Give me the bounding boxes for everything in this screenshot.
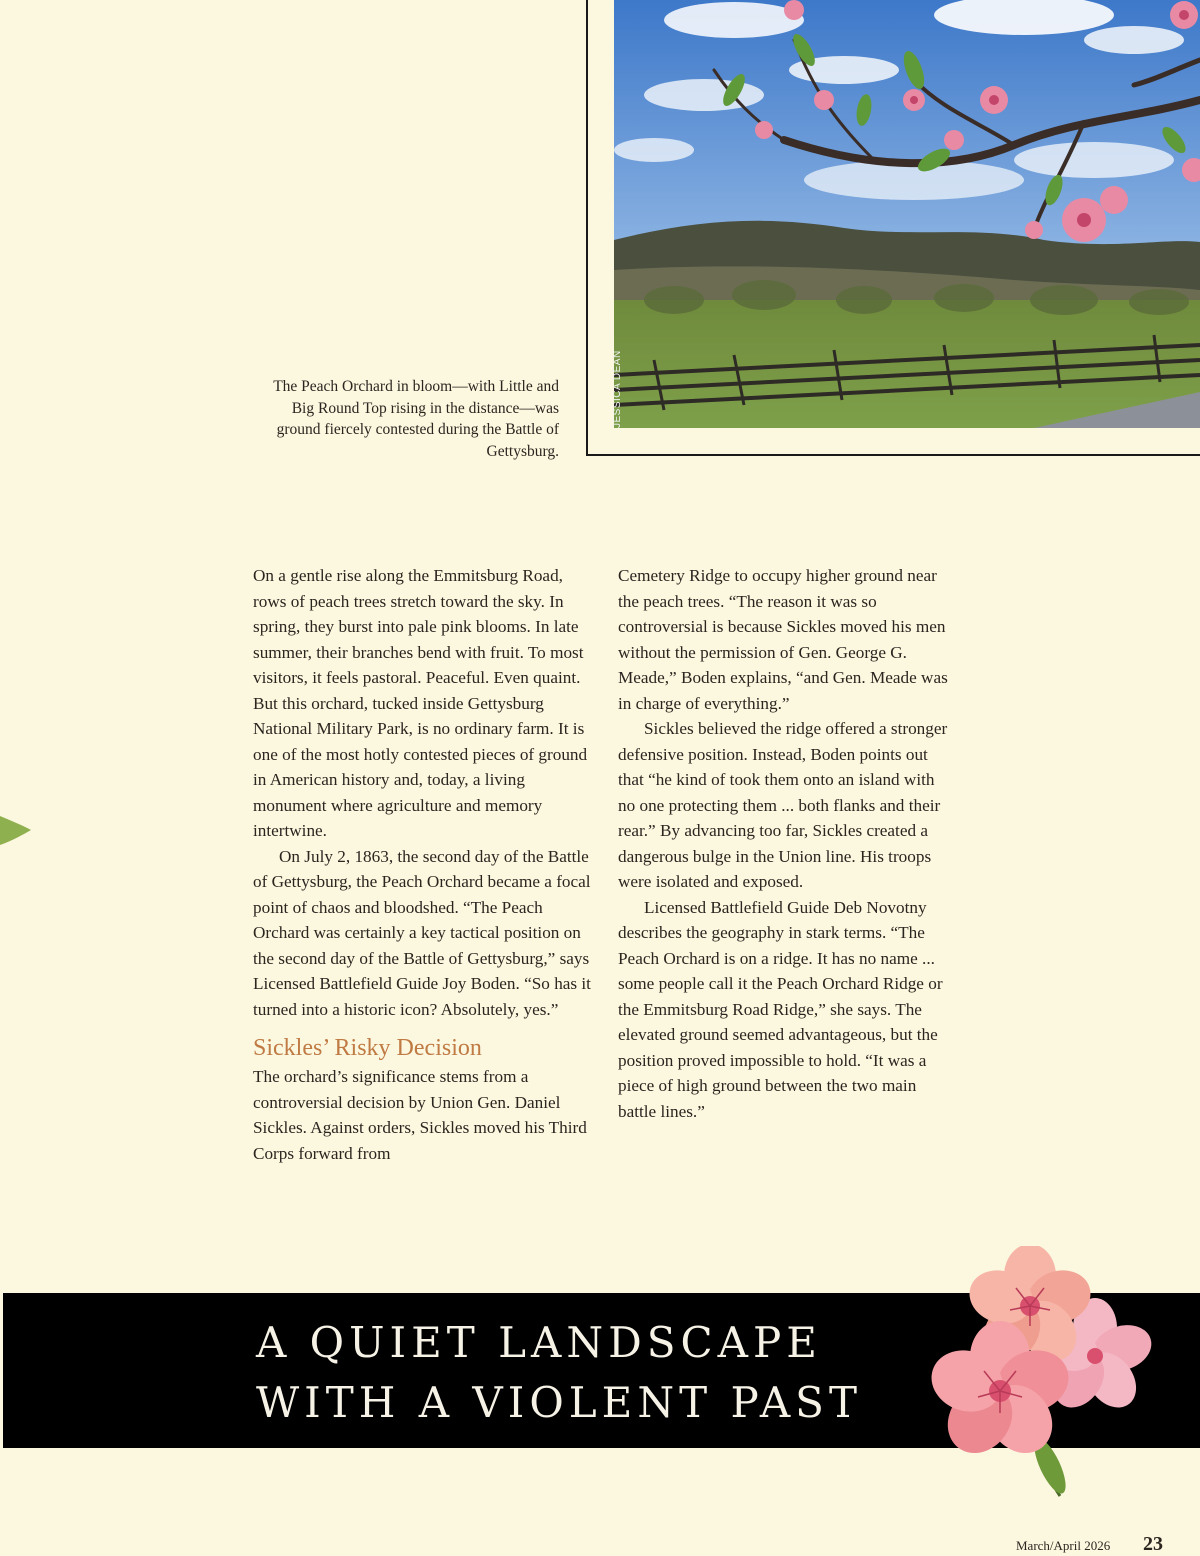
banner-title bbox=[256, 1313, 896, 1433]
article-paragraph: On a gentle rise along the Emmitsburg Road, rows of peach trees stretch toward the sky. In spring, they burst into pale pink blooms. In late summer, their branches bend with fruit. To most visitors, it feels pastoral. Peaceful. Even quaint. But this orchard, tucked inside Gettysburg National Military Park, is no ordinary farm. It is one of the most hotly contested pieces of ground in American history and, today, a living monument where agriculture and memory intertwine. bbox=[253, 566, 588, 840]
photo-caption: The Peach Orchard in bloom—with Little and Big Round Top rising in the distance—was ground fiercely contested during the Battle of Gettysburg. bbox=[273, 378, 559, 460]
peach-blossom-icon bbox=[900, 1246, 1160, 1506]
footer-issue-date: March/April 2026 bbox=[1016, 1538, 1111, 1553]
peach-orchard-photo bbox=[614, 0, 1200, 428]
article-column-1 bbox=[253, 563, 593, 1166]
article-paragraph: On July 2, 1863, the second day of the Battle of Gettysburg, the Peach Orchard became a focal point of chaos and bloodshed. “The Peach Orchard was certainly a key tactical position on the second day of the Battle of Gettysburg,” says Licensed Battlefield Guide Joy Boden. “So has it turned into a historic icon? Absolutely, yes.” bbox=[253, 846, 591, 1019]
article-paragraph: Cemetery Ridge to occupy higher ground near the peach trees. “The reason it was so controversial is because Sickles moved his men without the permission of Gen. George G. Meade,” Boden explains, “and Gen. Meade was in charge of everything.” bbox=[618, 566, 948, 713]
article-column-2 bbox=[618, 563, 954, 1124]
page-number: 23 bbox=[1143, 1533, 1163, 1555]
banner-title-line-1: A QUIET LANDSCAPE bbox=[256, 1318, 822, 1367]
article-paragraph: Licensed Battlefield Guide Deb Novotny describes the geography in stark terms. “The Peach Orchard is on a ridge. It has no name ... some people call it the Peach Orchard Ridge or the Emmitsburg Road Ridge,” she says. The elevated ground seemed advantageous, but the position proved impossible to hold. “It was a piece of high ground between the two main battle lines.” bbox=[618, 897, 943, 1121]
article-paragraph: The orchard’s significance stems from a controversial decision by Union Gen. Daniel Sickles. Against orders, Sickles moved his Third Corps forward from bbox=[253, 1067, 587, 1163]
section-subhead: Sickles’ Risky Decision bbox=[253, 1035, 482, 1061]
banner-title-line-2: WITH A VIOLENT PAST bbox=[256, 1378, 862, 1427]
article-paragraph: Sickles believed the ridge offered a stronger defensive position. Instead, Boden points out that “he kind of took them onto an island with no one protecting them ... both flanks and their rear.” By advancing too far, Sickles created a dangerous bulge in the Union line. His troops were isolated and exposed. bbox=[618, 719, 948, 891]
leaf-decoration-icon bbox=[0, 812, 32, 848]
